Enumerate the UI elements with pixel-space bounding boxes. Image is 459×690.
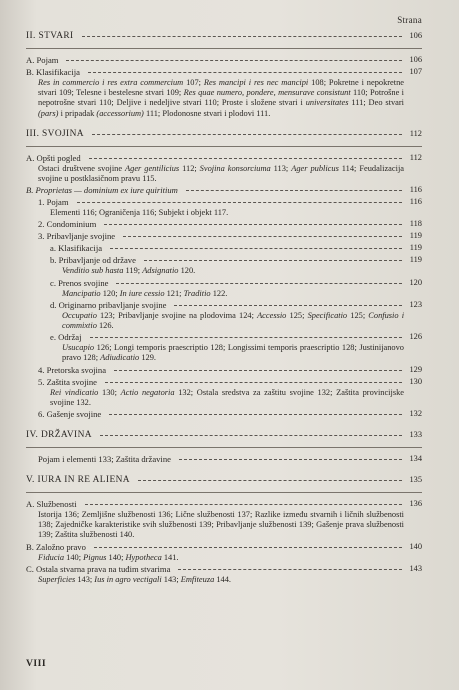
page-number: 107 — [409, 67, 422, 76]
toc-entry — [26, 152, 422, 164]
latin-term: Fiducia — [38, 552, 65, 562]
description-text: 113; — [270, 163, 292, 173]
latin-term: Res in commercio i res extra commercium — [38, 78, 184, 87]
description-text: 120; — [100, 288, 120, 298]
entry-description — [26, 311, 422, 331]
leader-dashes — [104, 224, 402, 225]
section-gap — [26, 465, 422, 474]
toc-section — [26, 128, 422, 142]
entry-title: 1. Pojam — [38, 197, 69, 208]
toc-entry — [26, 364, 422, 376]
toc-entry — [26, 563, 422, 575]
leader-dashes — [82, 36, 402, 37]
page-number: 112 — [409, 128, 422, 138]
toc-entry — [26, 376, 422, 388]
latin-term: Superficies — [38, 574, 76, 584]
entry-title: e. Održaj — [50, 332, 82, 343]
leader-dashes — [178, 569, 402, 570]
leader-dashes — [116, 283, 402, 284]
toc-entry — [26, 196, 422, 208]
latin-term: Emfiteuza — [180, 574, 215, 584]
toc-entry — [26, 230, 422, 242]
latin-term: Ius in agro vectigali — [94, 574, 162, 584]
entry-title: B. Klasifikacija — [26, 67, 80, 77]
latin-term: Usucapio — [62, 343, 95, 353]
description-text: 121; — [164, 288, 184, 298]
leader-dashes — [92, 134, 402, 135]
section-rule — [26, 447, 422, 448]
entry-title: d. Originarno pribavljanje svojine — [50, 299, 167, 310]
page-number: 143 — [409, 563, 422, 573]
entry-description — [26, 388, 422, 408]
toc-entry — [26, 242, 422, 254]
description-text: 114; Feudalizacija svojine u postklasičnom pravu 115. — [38, 163, 404, 184]
entry-description — [26, 266, 422, 276]
description-text: 111; Plodonosne stvari i plodovi 111. — [143, 108, 271, 118]
leader-dashes — [85, 504, 402, 505]
entry-title: b. Pribavljanje od države — [50, 255, 136, 266]
latin-term: Confusio i commixtio — [62, 310, 405, 331]
toc-entry — [26, 66, 422, 78]
entry-description — [26, 510, 422, 541]
page-number: 134 — [409, 454, 422, 464]
entry-title: 3. Pribavljanje svojine — [38, 231, 116, 242]
page-number: 130 — [409, 376, 422, 386]
leader-dashes — [174, 305, 402, 306]
toc-entry — [26, 218, 422, 230]
toc-entry — [26, 54, 422, 66]
page-number: 129 — [409, 364, 422, 374]
description-text: 111; Deo stvari — [348, 98, 404, 108]
description-text: 129. — [139, 353, 156, 363]
page-number: 119 — [409, 255, 422, 265]
latin-term: Traditio — [183, 288, 211, 298]
latin-term: Rei vindicatio — [50, 387, 99, 397]
leader-dashes — [89, 158, 402, 159]
section-gap — [26, 420, 422, 429]
latin-term: Accessio — [257, 310, 287, 320]
leader-dashes — [109, 414, 402, 415]
latin-term: Specificatio — [307, 310, 348, 320]
latin-term: universitates — [305, 98, 349, 108]
leader-dashes — [94, 547, 402, 548]
latin-term: Mancipatio — [62, 288, 101, 298]
entry-description — [26, 164, 422, 184]
latin-term: In iure cessio — [119, 288, 165, 298]
page-number: 106 — [409, 31, 422, 40]
entry-title: A. Opšti pogled — [26, 152, 81, 163]
entry-title: 6. Gašenje svojine — [38, 409, 102, 420]
entry-title: a. Klasifikacija — [50, 243, 103, 254]
latin-term: Res quae numero, pondere, mensurave consistunt — [183, 88, 351, 98]
leader-dashes — [66, 60, 402, 61]
section-title: IV. DRŽAVINA — [26, 430, 92, 441]
page-number: 118 — [409, 219, 422, 229]
description-text: 125; — [347, 310, 369, 320]
entry-description — [26, 343, 422, 363]
description-text: 130; — [98, 387, 121, 397]
leader-dashes — [138, 480, 402, 481]
section-rule — [26, 48, 422, 49]
page-number: 136 — [409, 499, 422, 509]
toc-entry — [26, 453, 422, 465]
latin-term: Pignus — [83, 552, 107, 562]
description-text: 143; — [75, 574, 95, 584]
description-text: 119; — [123, 266, 143, 276]
toc-entry — [26, 541, 422, 553]
leader-dashes — [88, 72, 402, 73]
page-number: 106 — [409, 55, 422, 64]
toc-entry — [26, 331, 422, 343]
toc-entry — [26, 408, 422, 420]
section-rule — [26, 492, 422, 493]
leader-dashes — [179, 459, 402, 460]
toc-entry — [26, 184, 422, 196]
latin-term: Adiudicatio — [100, 353, 140, 363]
latin-term: (pars) — [38, 108, 59, 118]
toc-section — [26, 429, 422, 443]
toc-section — [26, 30, 422, 44]
latin-term: Occupatio — [62, 310, 97, 320]
latin-term: Actio negatoria — [120, 387, 175, 397]
roman-page-number: VIII — [26, 658, 47, 669]
entry-title: 5. Zaštita svojine — [38, 376, 97, 387]
description-text: Istorija 136; Zemljišne službenosti 136; Lične službenosti 137; Razlike između stvarnih i ličnih službenosti 138; Zajedničke karakteristike svih službenosti 139; Pribavljanje službenosti 139; Gašenje prava službenosti 139; Zaštita službenosti 140. — [38, 510, 404, 540]
leader-dashes — [77, 202, 402, 203]
toc-list — [26, 30, 422, 585]
leader-dashes — [144, 260, 402, 261]
page-number: 116 — [409, 197, 422, 207]
entry-title: C. Ostala stvarna prava na tuđim stvarima — [26, 563, 171, 574]
description-text: 144. — [214, 574, 232, 584]
leader-dashes — [123, 236, 402, 237]
leader-dashes — [114, 370, 402, 371]
toc-header — [26, 14, 422, 30]
page-number: 126 — [409, 332, 422, 342]
latin-term: Ager gentilicius — [125, 163, 180, 173]
latin-term: Adsignatio — [142, 266, 179, 276]
toc-entry — [26, 254, 422, 266]
entry-title: 4. Pretorska svojina — [38, 364, 107, 375]
description-text: 110; Potrošne i nepotrošne stvari 110; Deljive i nedeljive stvari 110; Proste i složene stvari i — [38, 88, 405, 108]
page-number: 133 — [409, 430, 422, 440]
description-text: 126. — [96, 321, 114, 331]
page-number: 116 — [409, 185, 422, 195]
description-text: 107; — [183, 78, 204, 87]
toc-entry — [26, 498, 422, 510]
description-text: i pripadak — [58, 108, 97, 118]
table-of-contents — [26, 14, 422, 585]
description-text: 141. — [161, 552, 179, 562]
page-column-heading: Strana — [397, 15, 422, 25]
page-number: 112 — [409, 152, 422, 162]
toc-section — [26, 474, 422, 488]
description-text: 126; Longi temporis praescriptio 128; Longissimi temporis praescriptio 128; Justinijanovo pravo 128; — [62, 343, 404, 363]
section-title: II. STVARI — [26, 31, 74, 41]
latin-term: (accessorium) — [96, 108, 144, 118]
description-text: Elementi 116; Ograničenja 116; Subjekt i objekt 117. — [50, 208, 229, 218]
toc-entry — [26, 277, 422, 289]
description-text: 125; — [286, 310, 308, 320]
entry-title: 2. Condominium — [38, 219, 97, 230]
section-gap — [26, 119, 422, 128]
leader-dashes — [100, 435, 402, 436]
section-title: V. IURA IN RE ALIENA — [26, 475, 130, 486]
section-rule — [26, 146, 422, 147]
page-number: 119 — [409, 243, 422, 253]
section-title: III. SVOJINA — [26, 128, 84, 139]
entry-title: Pojam i elementi 133; Zaštita državine — [38, 454, 171, 465]
entry-description — [26, 289, 422, 299]
page-number: 119 — [409, 231, 422, 241]
description-text: 140; — [106, 552, 126, 562]
page-number: 123 — [409, 299, 422, 309]
description-text: 122. — [210, 288, 228, 298]
leader-dashes — [110, 248, 402, 249]
entry-title: A. Pojam — [26, 55, 59, 65]
leader-dashes — [90, 337, 403, 338]
entry-description — [26, 575, 422, 585]
entry-description — [26, 208, 422, 218]
page-number: 120 — [409, 277, 422, 287]
description-text: Ostaci društvene svojine — [38, 163, 126, 173]
entry-title: A. Službenosti — [26, 499, 77, 510]
description-text: 120. — [178, 266, 196, 276]
description-text: 143; — [161, 574, 181, 584]
entry-title: B. Založno pravo — [26, 541, 86, 552]
leader-dashes — [186, 190, 402, 191]
entry-description — [26, 78, 422, 119]
description-text: 140; — [64, 552, 84, 562]
latin-term: Hypotheca — [125, 552, 162, 562]
toc-entry — [26, 299, 422, 311]
description-text: 108; Pokretne i nepokretne stvari 109; Telesne i bestelesne stvari 109; — [38, 78, 404, 98]
entry-description — [26, 553, 422, 563]
description-text: 123; Pribavljanje svojine na plodovima 124; — [96, 310, 258, 320]
latin-term: Venditio sub hasta — [62, 266, 124, 276]
entry-title: c. Prenos svojine — [50, 277, 109, 288]
description-text: 132; Ostala sredstva za zaštitu svojine 132; Zaštita provincijske svojine 132. — [50, 387, 404, 407]
latin-term: Ager publicus — [291, 163, 339, 173]
page-number: 140 — [409, 541, 422, 551]
latin-term: Res mancipi i res nec mancipi — [203, 78, 309, 87]
entry-title: B. Proprietas — dominium ex iure quiritium — [26, 185, 178, 196]
leader-dashes — [105, 382, 402, 383]
latin-term: Svojina konsorciuma — [199, 163, 271, 173]
description-text: 112; — [179, 163, 200, 173]
page-number: 135 — [409, 475, 422, 485]
page-number: 132 — [409, 409, 422, 419]
